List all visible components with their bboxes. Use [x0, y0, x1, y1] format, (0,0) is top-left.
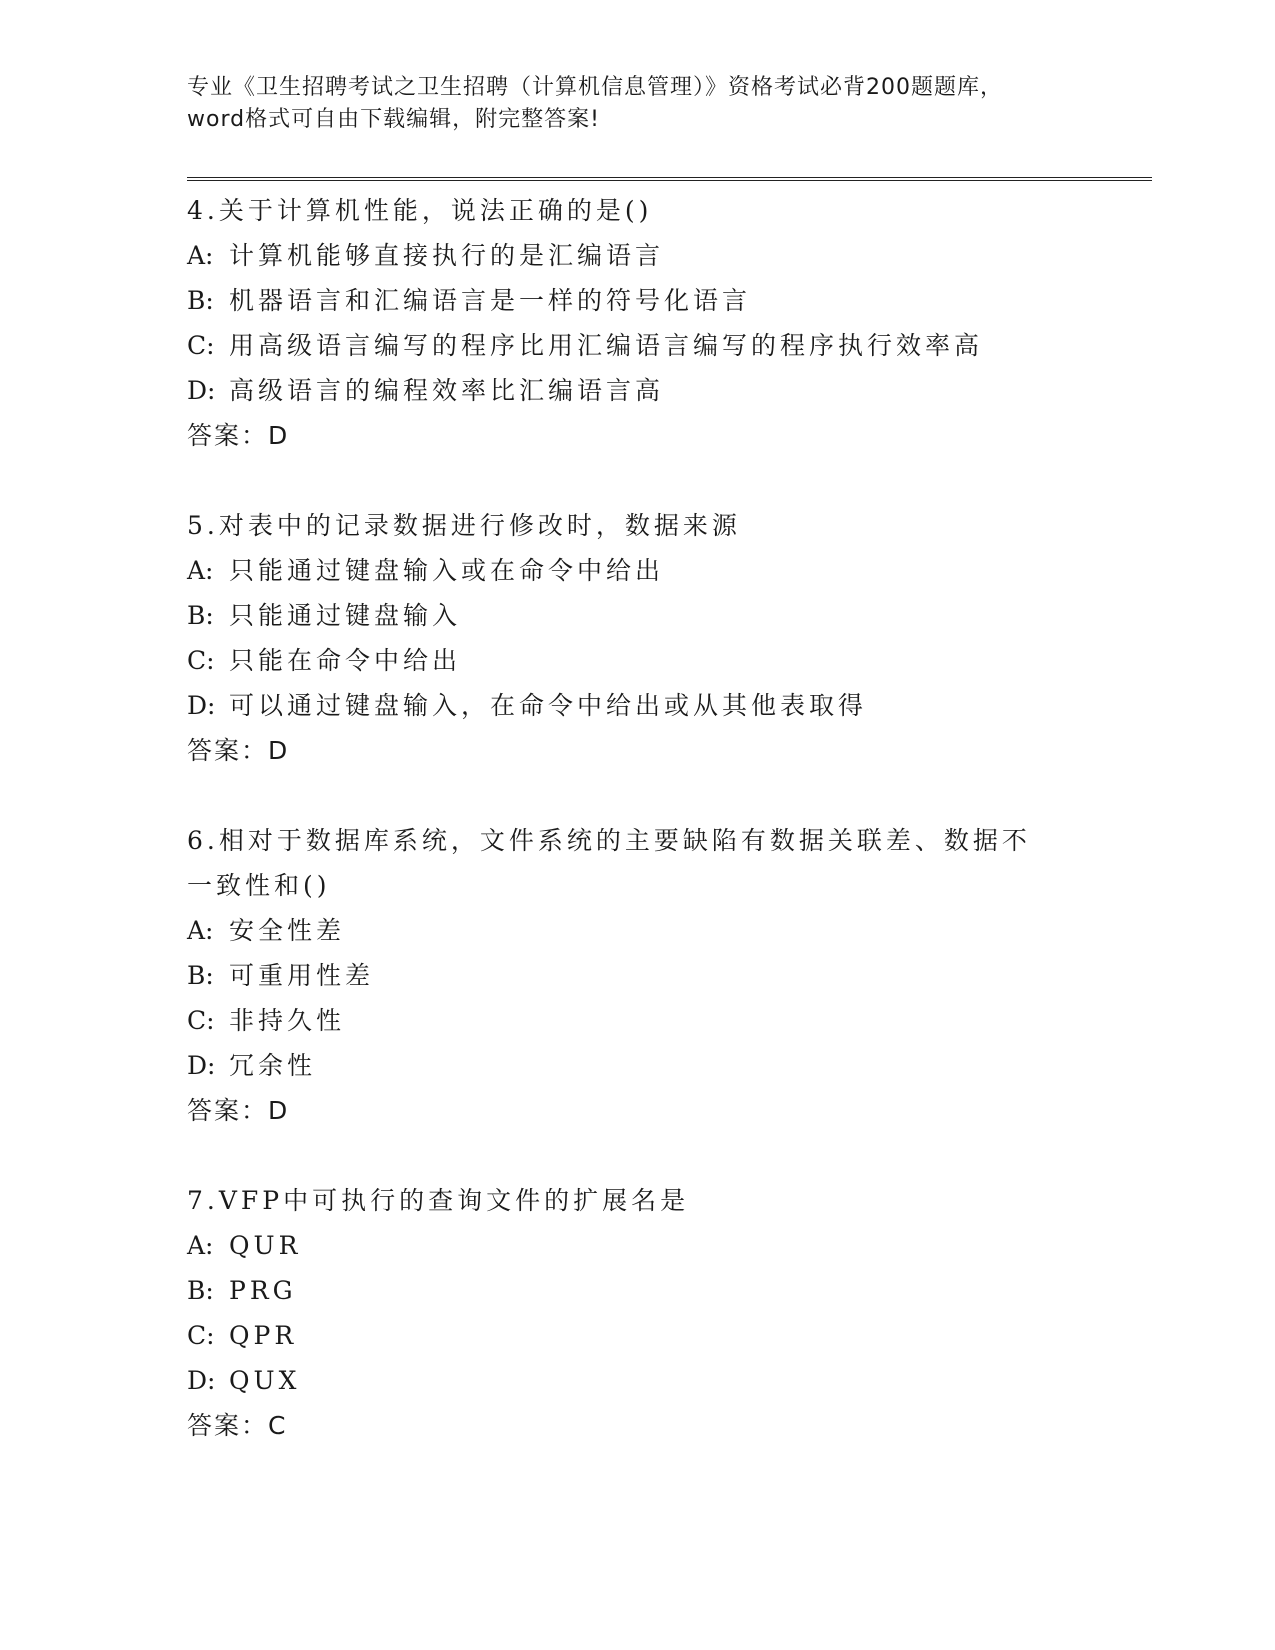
option-b	[187, 1268, 1087, 1313]
option-a	[187, 548, 1087, 593]
option-text: PRG	[229, 1276, 297, 1305]
option-letter: C:	[187, 1321, 215, 1350]
answer-label: 答案：C	[187, 1411, 288, 1440]
option-letter: C:	[187, 646, 215, 675]
option-letter: B:	[187, 286, 214, 315]
option-letter: B:	[187, 1276, 214, 1305]
option-a	[187, 908, 1087, 953]
document-header	[187, 72, 1087, 136]
header-line-2: word格式可自由下载编辑，附完整答案!	[187, 107, 600, 132]
question-7	[187, 1178, 1087, 1448]
option-d	[187, 1358, 1087, 1403]
question-stem: 4.关于计算机性能，说法正确的是()	[187, 196, 653, 225]
option-letter: D:	[187, 1051, 216, 1080]
option-d	[187, 683, 1087, 728]
question-6	[187, 818, 1087, 1133]
option-letter: C:	[187, 1006, 215, 1035]
option-text: QPR	[229, 1321, 298, 1350]
option-c	[187, 323, 1087, 368]
option-a	[187, 233, 1087, 278]
option-text: QUR	[229, 1231, 302, 1260]
option-text: 用高级语言编写的程序比用汇编语言编写的程序执行效率高	[229, 331, 984, 360]
option-letter: A:	[187, 1231, 214, 1260]
question-5	[187, 503, 1087, 773]
question-stem: 5.对表中的记录数据进行修改时，数据来源	[187, 511, 741, 540]
option-letter: D:	[187, 691, 216, 720]
option-text: 可以通过键盘输入，在命令中给出或从其他表取得	[229, 691, 868, 720]
question-stem: 7.VFP中可执行的查询文件的扩展名是	[187, 1186, 690, 1215]
option-c	[187, 638, 1087, 683]
option-letter: C:	[187, 331, 215, 360]
option-letter: B:	[187, 961, 214, 990]
option-text: 可重用性差	[229, 961, 375, 990]
header-divider	[187, 177, 1152, 181]
question-list	[187, 188, 1087, 1493]
option-d	[187, 1043, 1087, 1088]
option-text: QUX	[229, 1366, 301, 1395]
option-d	[187, 368, 1087, 413]
header-line-1: 专业《卫生招聘考试之卫生招聘（计算机信息管理）》资格考试必背200题题库，	[187, 75, 1003, 100]
answer-label: 答案：D	[187, 736, 290, 765]
option-b	[187, 953, 1087, 998]
answer-label: 答案：D	[187, 1096, 290, 1125]
option-letter: A:	[187, 556, 214, 585]
question-stem: 6.相对于数据库系统，文件系统的主要缺陷有数据关联差、数据不一致性和()	[187, 826, 1031, 900]
option-text: 安全性差	[229, 916, 346, 945]
option-text: 机器语言和汇编语言是一样的符号化语言	[229, 286, 752, 315]
option-text: 只能通过键盘输入	[229, 601, 462, 630]
option-text: 高级语言的编程效率比汇编语言高	[229, 376, 665, 405]
option-a	[187, 1223, 1087, 1268]
option-text: 非持久性	[229, 1006, 346, 1035]
option-b	[187, 278, 1087, 323]
option-c	[187, 998, 1087, 1043]
question-4	[187, 188, 1087, 458]
option-text: 冗余性	[229, 1051, 317, 1080]
option-c	[187, 1313, 1087, 1358]
option-text: 只能在命令中给出	[229, 646, 462, 675]
option-text: 只能通过键盘输入或在命令中给出	[229, 556, 665, 585]
option-b	[187, 593, 1087, 638]
answer-label: 答案：D	[187, 421, 290, 450]
option-text: 计算机能够直接执行的是汇编语言	[229, 241, 665, 270]
option-letter: D:	[187, 376, 216, 405]
option-letter: A:	[187, 916, 214, 945]
option-letter: D:	[187, 1366, 216, 1395]
option-letter: B:	[187, 601, 214, 630]
option-letter: A:	[187, 241, 214, 270]
